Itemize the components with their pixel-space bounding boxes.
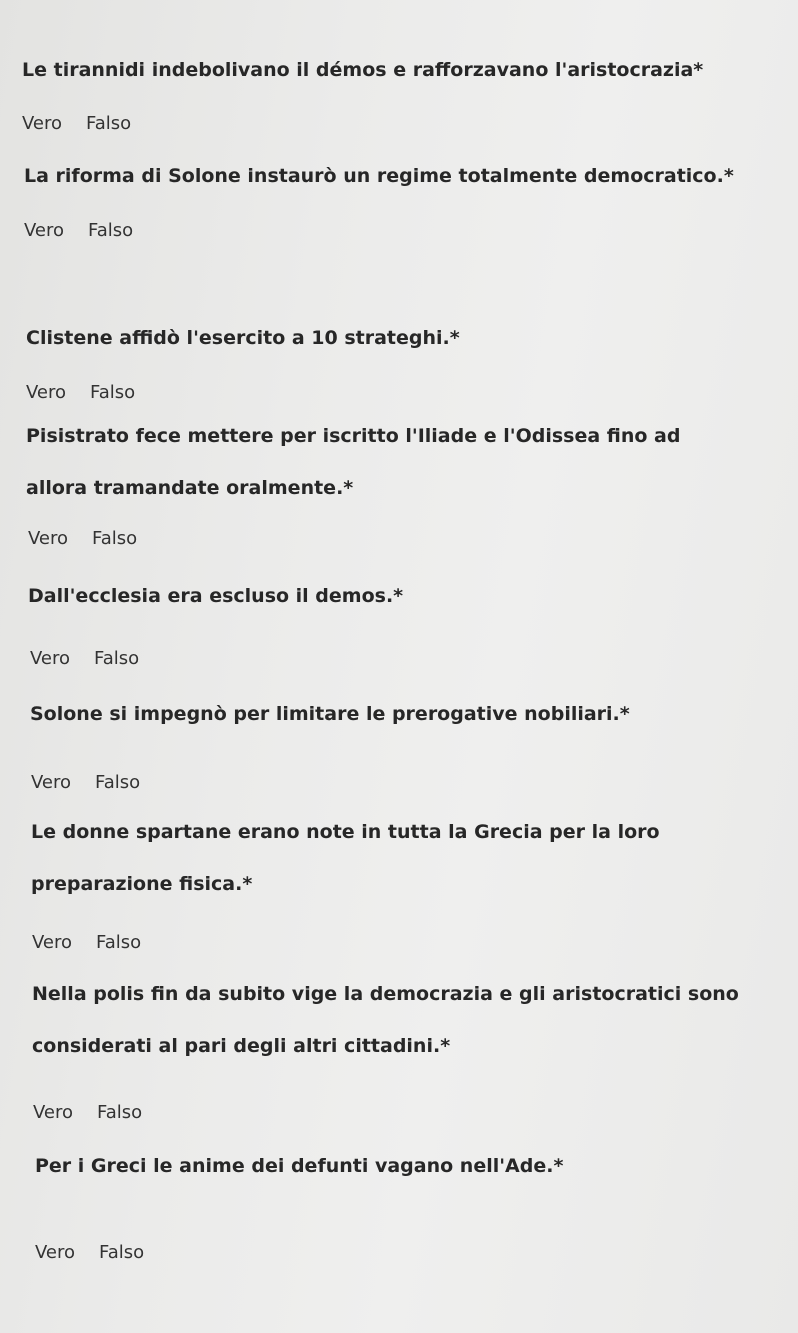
- answer-options: [26, 382, 135, 403]
- option-falso[interactable]: Falso: [97, 1102, 143, 1123]
- option-vero[interactable]: Vero: [30, 648, 71, 669]
- option-falso[interactable]: Falso: [94, 648, 140, 669]
- option-vero[interactable]: Vero: [28, 528, 69, 549]
- option-falso[interactable]: Falso: [88, 220, 134, 241]
- option-vero[interactable]: Vero: [31, 772, 72, 793]
- option-falso[interactable]: Falso: [92, 528, 138, 549]
- option-vero[interactable]: Vero: [24, 220, 65, 241]
- answer-options: [24, 220, 133, 241]
- answer-options: [30, 648, 139, 669]
- option-falso[interactable]: Falso: [99, 1242, 145, 1263]
- question-text: Dall'ecclesia era escluso il demos.*: [28, 585, 404, 607]
- option-falso[interactable]: Falso: [96, 932, 142, 953]
- question-text: Per i Greci le anime dei defunti vagano nell'Ade.*: [35, 1155, 564, 1177]
- question-text: Solone si impegnò per limitare le prerogative nobiliari.*: [30, 703, 630, 725]
- question-text: Le tirannidi indebolivano il démos e rafforzavano l'aristocrazia*: [22, 59, 704, 81]
- question-text: La riforma di Solone instaurò un regime totalmente democratico.*: [24, 165, 734, 187]
- option-vero[interactable]: Vero: [22, 113, 63, 134]
- answer-options: [31, 772, 140, 793]
- question-text: Pisistrato fece mettere per iscritto l'Iliade e l'Odissea fino ad allora tramandate oralmente.*: [26, 425, 681, 499]
- option-vero[interactable]: Vero: [32, 932, 73, 953]
- option-falso[interactable]: Falso: [90, 382, 136, 403]
- answer-options: [28, 528, 137, 549]
- answer-options: [22, 113, 131, 134]
- answer-options: [32, 932, 141, 953]
- question-text: Le donne spartane erano note in tutta la Grecia per la loro preparazione fisica.*: [31, 821, 660, 895]
- answer-options: [33, 1102, 142, 1123]
- question-text: Nella polis fin da subito vige la democrazia e gli aristocratici sono considerati al pari degli altri cittadini.*: [32, 983, 739, 1057]
- question-text: Clistene affidò l'esercito a 10 strateghi.*: [26, 327, 460, 349]
- option-falso[interactable]: Falso: [95, 772, 141, 793]
- option-falso[interactable]: Falso: [86, 113, 132, 134]
- option-vero[interactable]: Vero: [35, 1242, 76, 1263]
- option-vero[interactable]: Vero: [26, 382, 67, 403]
- answer-options: [35, 1242, 144, 1263]
- option-vero[interactable]: Vero: [33, 1102, 74, 1123]
